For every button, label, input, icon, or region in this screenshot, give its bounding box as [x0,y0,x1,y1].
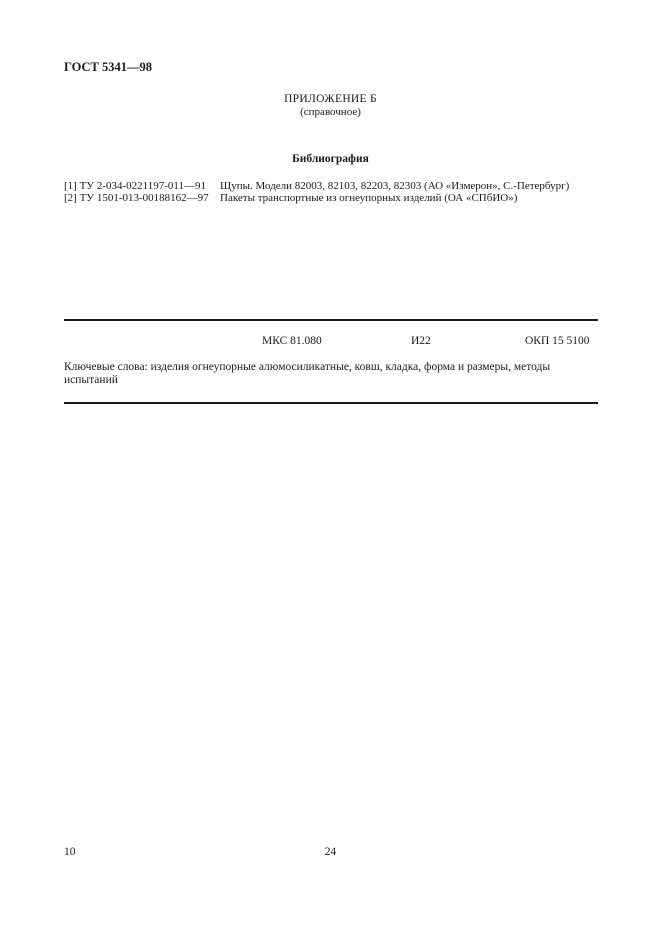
okp-code: ОКП 15 5100 [525,335,590,347]
bibliography-entry-2-ref: [2] ТУ 1501-013-00188162—97 [64,192,209,204]
page-number-center: 24 [324,846,337,858]
page-number-left: 10 [64,846,76,858]
bibliography-entry-1-ref: [1] ТУ 2-034-0221197-011—91 [64,180,207,192]
bibliography-entry-2-description: Пакеты транспортные из огнеупорных изделий (ОА «СПбИО») [220,192,518,204]
appendix-subtitle: (справочное) [300,106,361,118]
bibliography-heading: Библиография [292,153,369,165]
mks-code: МКС 81.080 [262,335,322,347]
group-code: И22 [411,335,431,347]
keywords: Ключевые слова: изделия огнеупорные алюмосиликатные, ковш, кладка, форма и размеры, методы испытаний [64,361,551,386]
appendix-title: ПРИЛОЖЕНИЕ Б [284,93,377,105]
bibliography-entry-1-description: Щупы. Модели 82003, 82103, 82203, 82303 (АО «Измерон», С.-Петербург) [220,180,570,192]
bottom-divider [64,402,598,404]
standard-code: ГОСТ 5341—98 [64,60,153,74]
top-divider [64,319,598,321]
